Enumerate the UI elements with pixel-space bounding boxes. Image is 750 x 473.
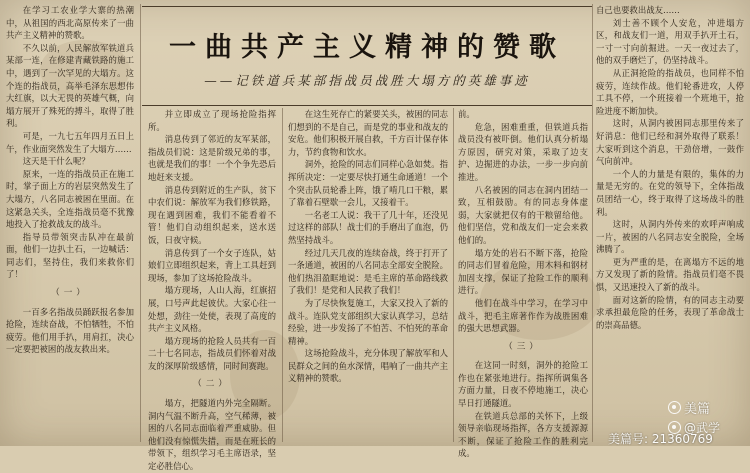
- meipian-logo-icon: [668, 401, 681, 414]
- article-headline: 一曲共产主义精神的赞歌: [169, 32, 565, 63]
- paragraph: 消息传到了一个女子连队，姑娘们立即组织起来，背上工具赶到现场，参加了这场抢险战斗。: [148, 247, 276, 283]
- paragraph: 塌方处的岩石不断下落，抢险的同志们冒着危险，用木料和钢材加固支撑，保证了抢险工作的顺利进行。: [458, 247, 588, 296]
- section-heading: （三）: [504, 341, 542, 352]
- paragraph: 自己也要救出战友……: [596, 5, 680, 15]
- paragraph: 刘士善不顾个人安危，冲进塌方区，和战友们一道，用双手扒开土石，一寸一寸向前掘进。一天一夜过去了，他的双手磨烂了，仍坚持战斗。: [596, 17, 744, 66]
- article-column-3: [288, 108, 448, 440]
- paragraph: 在学习工农业学大寨的热潮中，从祖国的西北高原传来了一曲共产主义精神的赞歌。: [6, 5, 134, 41]
- brand-watermark-text: 美篇: [684, 402, 711, 417]
- headline-banner: [142, 6, 592, 106]
- article-column-2: [148, 108, 276, 472]
- paragraph: 这天是干什么呢？: [22, 156, 90, 167]
- paragraph: 面对这新的险情，有的同志主动要求承担最危险的任务，表现了革命战士的崇高品德。: [596, 294, 744, 330]
- paragraph: 消息传到附近的生产队，贫下中农们说：解放军为我们修铁路，现在遇到困难，我们不能看着不管！他们自动组织起来，送水送饭，日夜守候。: [148, 184, 276, 245]
- section-heading: （一）: [51, 288, 89, 299]
- paragraph: 为了尽快恢复施工，大家又投入了新的战斗。连队党支部组织大家认真学习，总结经验，进一步发扬了不怕苦、不怕死的革命精神。: [288, 297, 448, 346]
- paragraph: 从正洞抢险的指战员，也同样不怕疲劳，连续作战。他们轮番进攻，人停工具不停，一个班接着一个班地干，抢险进度不断加快。: [596, 67, 744, 116]
- paragraph: 原来，一连的指战员正在施工时，掌子面上方的岩层突然发生了大塌方，八名同志被困在里面。在这紧急关头，全连指战员毫不犹豫地投入了抢救战友的战斗。: [6, 168, 134, 230]
- paragraph: 塌方，把隧道内外完全隔断。洞内气温不断升高，空气稀薄，被困的八名同志面临着严重威胁。但他们没有惊慌失措，而是在班长的带领下，组织学习毛主席语录，坚定必胜信心。: [148, 398, 276, 472]
- article-column-4: [458, 108, 588, 459]
- paragraph: 一个人的力量是有限的，集体的力量是无穷的。在党的领导下，全体指战员团结一心，终于取得了这场战斗的胜利。: [596, 168, 744, 217]
- paragraph: 在铁道兵总部的关怀下，上级领导亲临现场指挥，各方支援源源不断，保证了抢险工作的胜利完成。: [458, 410, 588, 459]
- paragraph: 这场抢险战斗，充分体现了解放军和人民群众之间的鱼水深情，唱响了一曲共产主义精神的赞歌。: [288, 348, 448, 384]
- paragraph: 塌方现场的抢险人员共有一百二十七名同志，指战员们怀着对战友的深厚阶级感情，同时间赛跑。: [148, 335, 276, 371]
- paragraph: 他们在战斗中学习，在学习中战斗，把毛主席著作作为战胜困难的强大思想武器。: [458, 297, 588, 334]
- column-divider: [453, 108, 454, 442]
- paragraph: 并立即成立了现场抢险指挥所。: [148, 109, 276, 132]
- column-divider: [282, 108, 283, 442]
- paragraph: 经过几天几夜的连续奋战，终于打开了一条通道，被困的八名同志全部安全脱险。他们热泪盈眶地说：是毛主席的革命路线救了我们！是党和人民救了我们！: [288, 247, 448, 296]
- account-watermark: 美篇号: 21360769: [608, 432, 713, 446]
- paragraph: 消息传到了邻近的友军某部，指战员们说：这是阶级兄弟的事，也就是我们的事！一个个争先恐后地赶来支援。: [148, 134, 276, 182]
- paragraph: 八名被困的同志在洞内团结一致，互相鼓励。有的同志身体虚弱，大家就把仅有的干粮留给他。他们坚信，党和战友们一定会来救他们的。: [458, 184, 588, 245]
- author-watermark-text: @武学: [684, 421, 721, 435]
- section-heading: （二）: [193, 379, 231, 390]
- paragraph: 更为严重的是，在离塌方不远的地方又发现了新的险情。指战员们毫不畏惧，又迅速投入了新的战斗。: [596, 256, 744, 293]
- column-divider: [140, 4, 141, 442]
- paragraph: 洞外，抢险的同志们同样心急如焚。指挥所决定：一定要尽快打通生命通道！一个个突击队员轮番上阵，饿了啃几口干粮，累了靠着石壁歇一会儿，又接着干。: [288, 159, 448, 208]
- paragraph: 一名老工人说：我干了几十年，还没见过这样的部队！战士们的手磨出了血泡，仍然坚持战斗。: [288, 209, 448, 245]
- paragraph: 一百多名指战员踊跃报名参加抢险，连续奋战，不怕牺牲，不怕疲劳。他们用手扒，用肩扛，决心一定要把被困的战友救出来。: [6, 306, 134, 355]
- paragraph: 这时，从洞内被困同志那里传来了好消息：他们已经和洞外取得了联系！大家听到这个消息，干劲倍增，一鼓作气向前冲。: [596, 118, 744, 167]
- article-subheadline: ——记铁道兵某部指战员战胜大塌方的英雄事迹: [204, 73, 530, 88]
- paragraph: 指导员带领突击队冲在最前面，他们一边扒土石，一边喊话：同志们，坚持住，我们来救你们了！: [6, 231, 134, 280]
- article-column-1: [6, 4, 134, 440]
- paragraph: 不久以前，人民解放军铁道兵某部一连，在修建青藏铁路的施工中，遇到了一次罕见的大塌方。这个连的指战员，高举毛泽东思想伟大红旗，以大无畏的英雄气概，向塌方展开了殊死的搏斗，取得了胜利。: [6, 42, 134, 129]
- paragraph: 在这同一时刻，洞外的抢险工作也在紧张地进行。指挥所调集各方面力量，日夜不停地施工，决心早日打通隧道。: [458, 360, 588, 409]
- paragraph: 在这生死存亡的紧要关头，被困的同志们想到的不是自己，而是党的事业和战友的安危。他们积极开展自救，千方百计保存体力，节约食物和饮水。: [288, 109, 448, 157]
- paragraph: 前。: [458, 109, 475, 119]
- paragraph: 塌方现场，人山人海，红旗招展，口号声此起彼伏。大家心往一处想，劲往一处使，表现了高度的共产主义风格。: [148, 285, 276, 334]
- brand-watermark: [668, 398, 710, 417]
- paragraph: 可是，一九七五年四月五日上午，作业面突然发生了大塌方……: [6, 130, 134, 154]
- article-column-5: [596, 4, 744, 440]
- column-divider: [592, 4, 593, 442]
- paragraph: 这时，从洞内外传来的欢呼声响成一片，被困的八名同志安全脱险，全场沸腾了。: [596, 219, 744, 255]
- paragraph: 危急，困难重重，但铁道兵指战员没有被吓倒。他们认真分析塌方原因，研究对策，采取了边支护、边掘进的办法，一步一步向前推进。: [458, 121, 588, 182]
